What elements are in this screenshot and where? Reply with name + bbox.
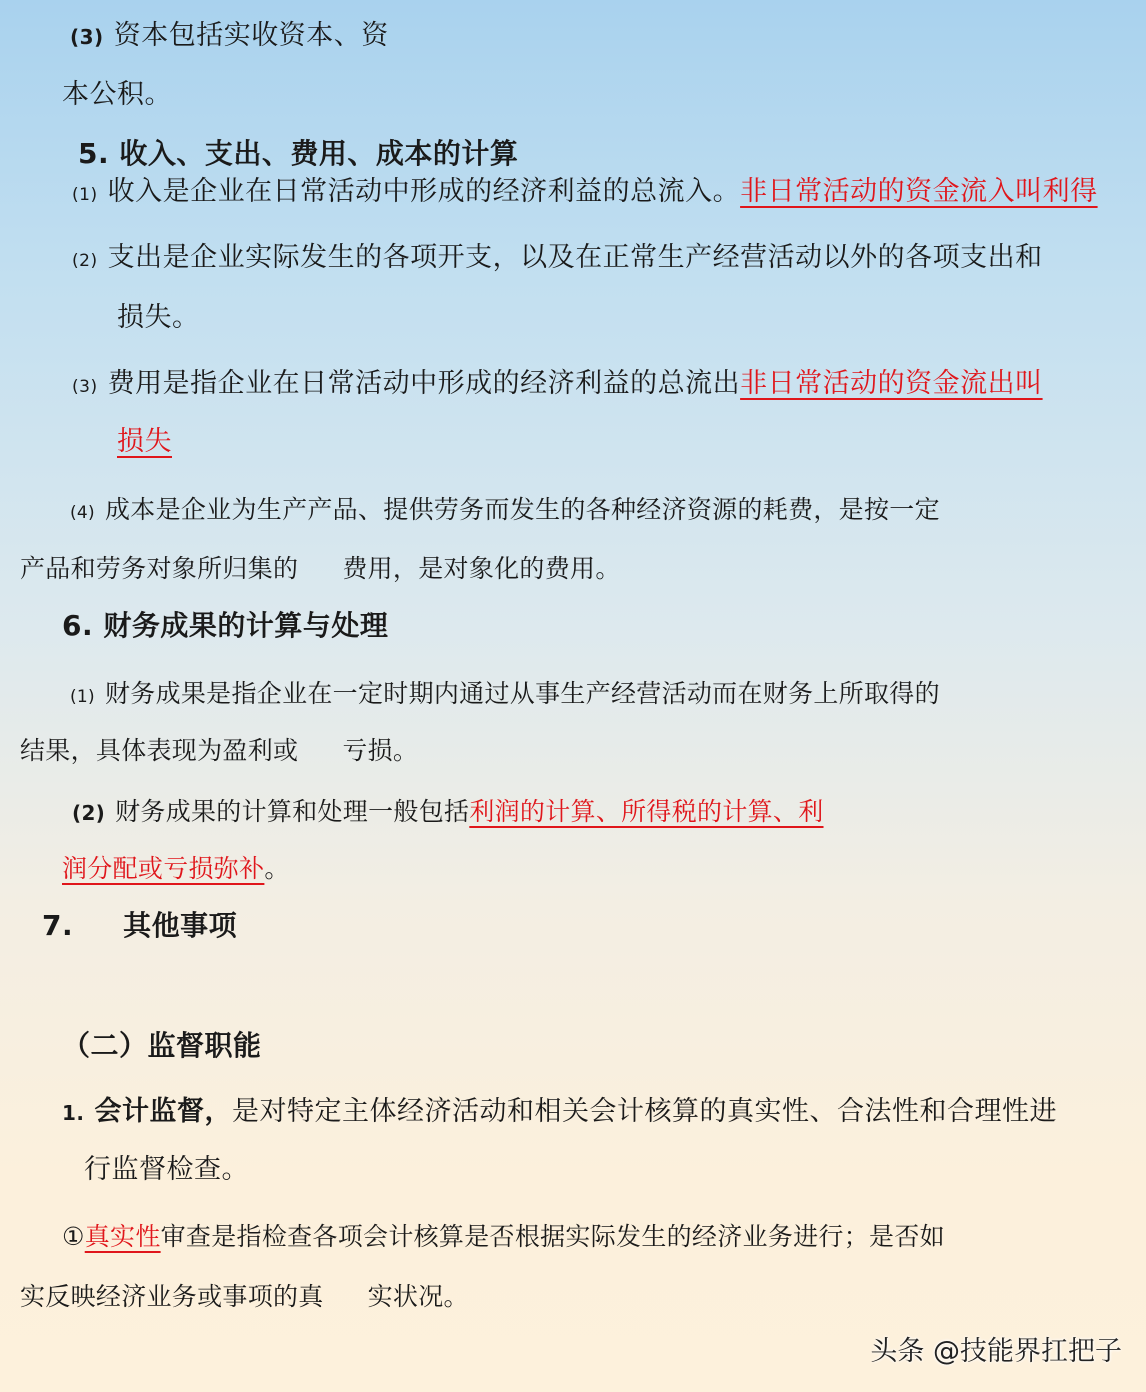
item-number: (1) <box>70 687 95 707</box>
supervision-1-1-line-1 <box>62 1219 945 1255</box>
item-5-4-text-b1: 产品和劳务对象所归集的 <box>20 554 299 583</box>
item-6-2-highlight-a: 利润的计算、所得税的计算、利 <box>469 797 824 826</box>
item-6-2-text: 财务成果的计算和处理一般包括 <box>115 797 470 826</box>
item-5-3-line-1 <box>72 366 1043 405</box>
supervision-1-1-text-b1: 实反映经济业务或事项的真 <box>20 1282 324 1311</box>
item-6-2-line-1 <box>72 794 824 831</box>
item-5-4-text-b2: 费用，是对象化的费用。 <box>342 554 621 583</box>
item-6-1-line-1 <box>70 676 940 715</box>
item-5-3-highlight-b: 损失 <box>117 426 172 457</box>
source-watermark: 头条 @技能界扛把子 <box>870 1336 1122 1367</box>
item-5-3-highlight-a: 非日常活动的资金流出叫 <box>740 368 1043 399</box>
item-number: (4) <box>70 503 95 523</box>
supervision-1-line-2 <box>84 1152 249 1188</box>
supervision-1-text-a: 是对特定主体经济活动和相关会计核算的真实性、合法性和合理性进 <box>232 1096 1058 1127</box>
item-5-1 <box>72 174 1098 213</box>
capital-text-b: 本公积。 <box>62 79 172 110</box>
item-5-4-text-a: 成本是企业为生产产品、提供劳务而发生的各种经济资源的耗费，是按一定 <box>104 495 940 524</box>
item-5-1-highlight: 非日常活动的资金流入叫利得 <box>740 176 1098 207</box>
supervision-heading: （二）监督职能 <box>62 1029 262 1062</box>
supervision-1-1-text-a: 审查是指检查各项会计核算是否根据实际发生的经济业务进行；是否如 <box>160 1222 945 1251</box>
section-7-number: 7. <box>42 909 74 942</box>
item-6-1-text-b1: 结果，具体表现为盈利或 <box>20 736 299 765</box>
circled-one-marker: ① <box>62 1222 85 1251</box>
item-5-3-line-2 <box>117 424 172 460</box>
item-5-4-line-2 <box>20 551 621 587</box>
capital-text-a: 资本包括实收资本、资 <box>113 20 389 51</box>
item-number: (3) <box>70 25 104 49</box>
item-number: (3) <box>72 377 98 397</box>
item-6-1-text-a: 财务成果是指企业在一定时期内通过从事生产经营活动而在财务上所取得的 <box>104 679 940 708</box>
supervision-1-line-1 <box>62 1094 1057 1131</box>
item-6-2-highlight-b: 润分配或亏损弥补 <box>62 854 265 883</box>
item-number: (2) <box>72 801 106 825</box>
item-number: (1) <box>72 185 98 205</box>
section-7-heading <box>42 908 237 944</box>
item-6-1-line-2 <box>20 733 418 769</box>
item-6-2-line-2 <box>62 851 290 887</box>
item-number: (2) <box>72 251 98 271</box>
item-5-1-text: 收入是企业在日常活动中形成的经济利益的总流入。 <box>107 176 741 207</box>
item-6-2-tail: 。 <box>264 854 290 883</box>
item-6-1-text-b2: 亏损。 <box>342 736 419 765</box>
item-5-2-line-1 <box>72 240 1043 279</box>
section-6-heading: 6. 财务成果的计算与处理 <box>62 609 389 642</box>
item-5-4-line-1 <box>70 492 940 531</box>
item-5-3-text: 费用是指企业在日常活动中形成的经济利益的总流出 <box>107 368 741 399</box>
item-5-2-text-a: 支出是企业实际发生的各项开支，以及在正常生产经营活动以外的各项支出和 <box>107 242 1043 273</box>
item-5-2-line-2 <box>117 300 200 336</box>
capital-line-1 <box>70 18 389 55</box>
item-5-2-text-b: 损失。 <box>117 302 200 333</box>
section-7-title: 其他事项 <box>123 909 238 942</box>
section-5-heading: 5. 收入、支出、费用、成本的计算 <box>78 137 519 170</box>
supervision-1-text-b: 行监督检查。 <box>84 1154 249 1185</box>
supervision-1-bold: 会计监督， <box>94 1096 233 1127</box>
supervision-1-1-text-b2: 实状况。 <box>367 1282 469 1311</box>
item-number: 1. <box>62 1101 85 1125</box>
authenticity-highlight: 真实性 <box>84 1222 161 1251</box>
supervision-1-1-line-2 <box>20 1279 469 1315</box>
capital-line-2 <box>62 77 172 113</box>
